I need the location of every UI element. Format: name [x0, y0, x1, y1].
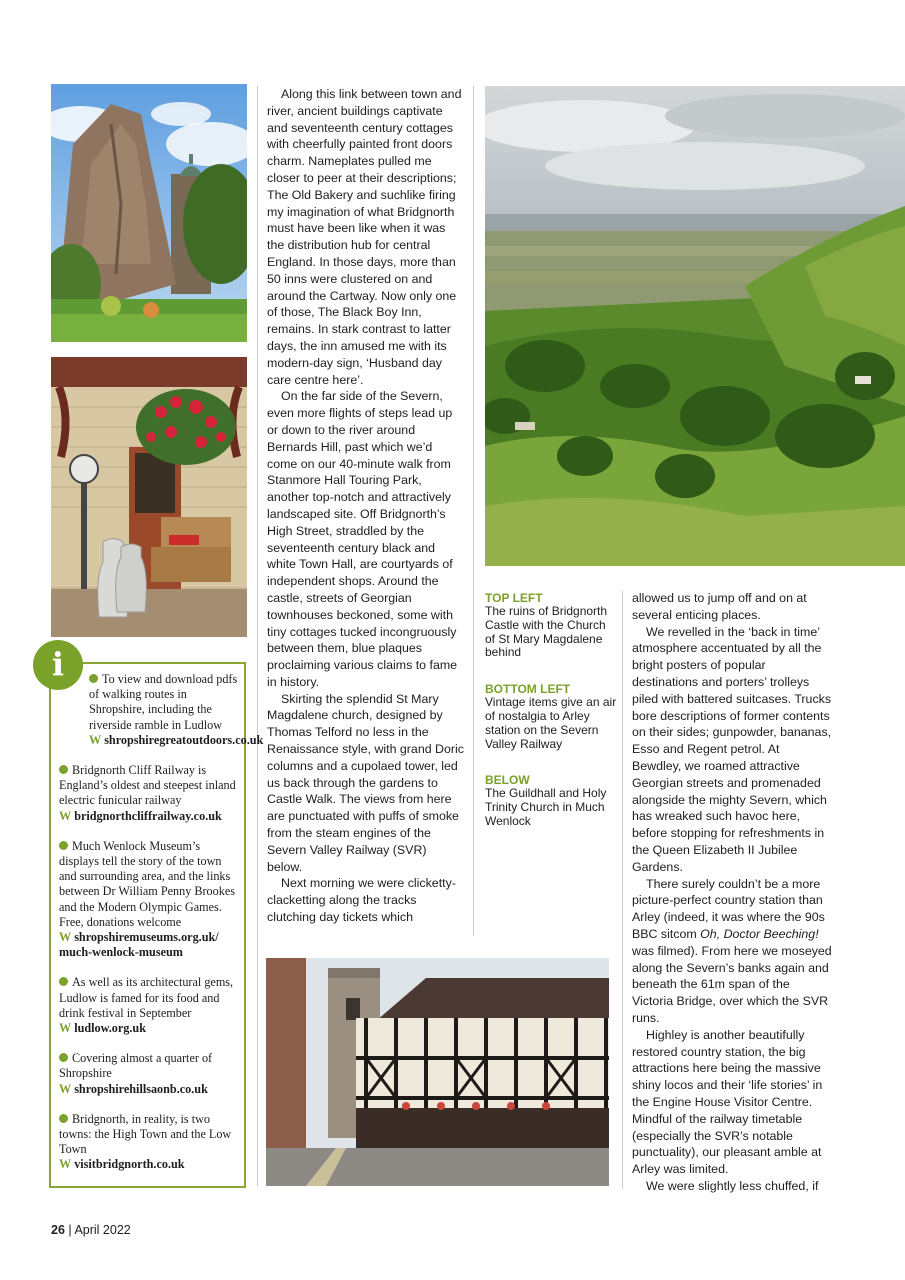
- info-url: ludlow.org.uk: [74, 1021, 146, 1036]
- text-run: There surely couldn’t be a more picture-perfect country station than Arley (indeed, it was where the 90s BBC sitcom: [632, 876, 825, 941]
- article-paragraph: [632, 876, 832, 1027]
- info-text: To view and download pdfs of walking routes in Shropshire, including the riverside ramble in Ludlow: [89, 672, 238, 732]
- caption-text: The ruins of Bridgnorth Castle with the Church of St Mary Magdalene behind: [485, 604, 608, 660]
- article-paragraph: On the far side of the Severn, even more flights of steps lead up or down to the river around Bernards Hill, past which we’d come on our 40-minute walk from Stanmore Hall Touring Park, another top-notch and attractively landscaped site. Off Bridgnorth’s High Street, straddled by the seventeenth century black and white Town Hall, are courtyards of independent shops. Around the castle, streets of Georgian townhouses beckoned, some with tiny cottages tucked incongruously between them, blue plaques proclaiming various claims to fame in history.: [267, 389, 458, 689]
- caption-below: [485, 773, 617, 828]
- castle-photo: [51, 84, 247, 342]
- column-divider: [257, 86, 258, 1186]
- article-column-3: [632, 590, 832, 1195]
- info-icon: i: [33, 640, 83, 690]
- captions: [485, 591, 617, 851]
- caption-heading: BELOW: [485, 773, 530, 788]
- info-url: shropshiregreatoutdoors.co.uk: [104, 732, 264, 747]
- bullet-icon: [59, 977, 68, 986]
- article-paragraph: Along this link between town and river, ancient buildings captivate and seventeenth century cottages with cheerfully painted front doors charm. Nameplates pulled me closer to peer at their descriptions; The Old Bakery and suchlike firing my imagination of what Bridgnorth must have been like when it was the distribution hub for central England. In those days, more than 50 inns were clustered on and around the Cartway. Now only one of those, The Black Boy Inn, remains. In stark contrast to latter days, the inn amused me with its modern-day sign, ‘Husband day care centre here’.: [267, 87, 462, 387]
- info-text: Much Wenlock Museum’s displays tell the story of the town and surrounding area, and the links between Dr William Penny Brookes and the Modern Olympic Games. Free, donations welcome: [59, 838, 235, 929]
- page-number: 26: [51, 1223, 65, 1237]
- bullet-icon: [59, 1114, 68, 1123]
- info-text: As well as its architectural gems, Ludlow is famed for its food and drink festival in September: [59, 975, 234, 1020]
- article-paragraph: We were slightly less chuffed, if: [646, 1178, 819, 1193]
- web-icon: W: [59, 1021, 72, 1036]
- article-paragraph: Next morning we were clicketty-clacketting along the tracks clutching day tickets which: [267, 876, 456, 925]
- info-url: shropshirehillsaonb.co.uk: [74, 1081, 208, 1096]
- web-icon: W: [59, 808, 72, 823]
- article-column-1: [267, 86, 465, 926]
- info-url: bridgnorthcliffrailway.co.uk: [74, 808, 222, 823]
- caption-text: The Guildhall and Holy Trinity Church in Much Wenlock: [485, 786, 607, 828]
- info-text: Bridgnorth, in reality, is two towns: the High Town and the Low Town: [59, 1111, 232, 1157]
- info-url: visitbridgnorth.co.uk: [74, 1157, 185, 1172]
- footer-separator: |: [68, 1223, 72, 1237]
- info-item: [59, 839, 238, 961]
- guildhall-photo: [266, 958, 609, 1186]
- caption-top-left: [485, 591, 617, 660]
- info-link[interactable]: [59, 1021, 146, 1035]
- info-text: Bridgnorth Cliff Railway is England’s oldest and steepest inland electric funicular railway: [59, 763, 236, 808]
- info-link[interactable]: [59, 809, 222, 823]
- info-item: [59, 975, 238, 1036]
- article-paragraph: allowed us to jump off and on at several enticing places.: [632, 591, 807, 622]
- info-link[interactable]: [89, 733, 263, 747]
- info-box: [49, 662, 264, 1188]
- station-photo: [51, 357, 247, 637]
- info-item: [59, 1051, 238, 1097]
- bullet-icon: [59, 841, 68, 850]
- info-item: [59, 1112, 238, 1173]
- info-link[interactable]: [59, 1082, 208, 1096]
- info-item: [59, 763, 238, 824]
- info-link[interactable]: [59, 1157, 185, 1171]
- caption-heading: BOTTOM LEFT: [485, 682, 571, 697]
- web-icon: W: [59, 1081, 72, 1096]
- column-divider: [622, 591, 623, 1189]
- page-footer: [51, 1223, 131, 1237]
- web-icon: W: [89, 732, 102, 747]
- article-paragraph: Skirting the splendid St Mary Magdalene church, designed by Thomas Telford no less in the Renaissance style, with grand Doric columns and a cupolaed tower, led us back through the gardens to Castle Walk. The views from here are punctuated with puffs of smoke from the steam engines of the Severn Valley Railway (SVR) below.: [267, 691, 464, 874]
- caption-text: Vintage items give an air of nostalgia to Arley station on the Severn Valley Railway: [485, 695, 617, 751]
- article-paragraph: We revelled in the ‘back in time’ atmosphere accentuated by all the bright posters of popular destinations and porters’ trolleys piled with battered suitcases. Trucks bore descriptions of former contents on their sides; gunpowder, bananas, Esso and Regent petrol. At Bewdley, we roamed attractive Georgian streets and promenaded alongside the mighty Severn, which has wreaked such havoc here, before stopping for refreshments in the Queen Elizabeth II Jubilee Gardens.: [632, 624, 832, 874]
- web-icon: W: [59, 930, 72, 945]
- article-paragraph: Highley is another beautifully restored country station, the big attractions here being the massive shiny locos and their ‘life stories’ in the Engine House Visitor Centre. Mindful of the railway timetable (especially the SVR’s notable punctuality), our pleasant amble at Arley was limited.: [632, 1027, 823, 1177]
- landscape-photo: [485, 86, 905, 566]
- bullet-icon: [89, 674, 98, 683]
- text-run: was filmed). From here we moseyed along the Severn’s banks again and beneath the 61m span of the Victoria Bridge, over which the SVR runs.: [632, 943, 832, 1025]
- info-url: shropshiremuseums.org.uk/ much-wenlock-museum: [59, 930, 219, 960]
- column-divider: [473, 86, 474, 936]
- info-text: Covering almost a quarter of Shropshire: [59, 1051, 213, 1081]
- caption-heading: TOP LEFT: [485, 591, 543, 605]
- bullet-icon: [59, 1053, 68, 1062]
- issue-date: April 2022: [74, 1223, 131, 1237]
- caption-bottom-left: [485, 682, 617, 751]
- bullet-icon: [59, 765, 68, 774]
- sitcom-title: Oh, Doctor Beeching!: [700, 926, 819, 941]
- web-icon: W: [59, 1157, 72, 1172]
- info-item: [59, 672, 264, 748]
- info-link[interactable]: [59, 930, 219, 959]
